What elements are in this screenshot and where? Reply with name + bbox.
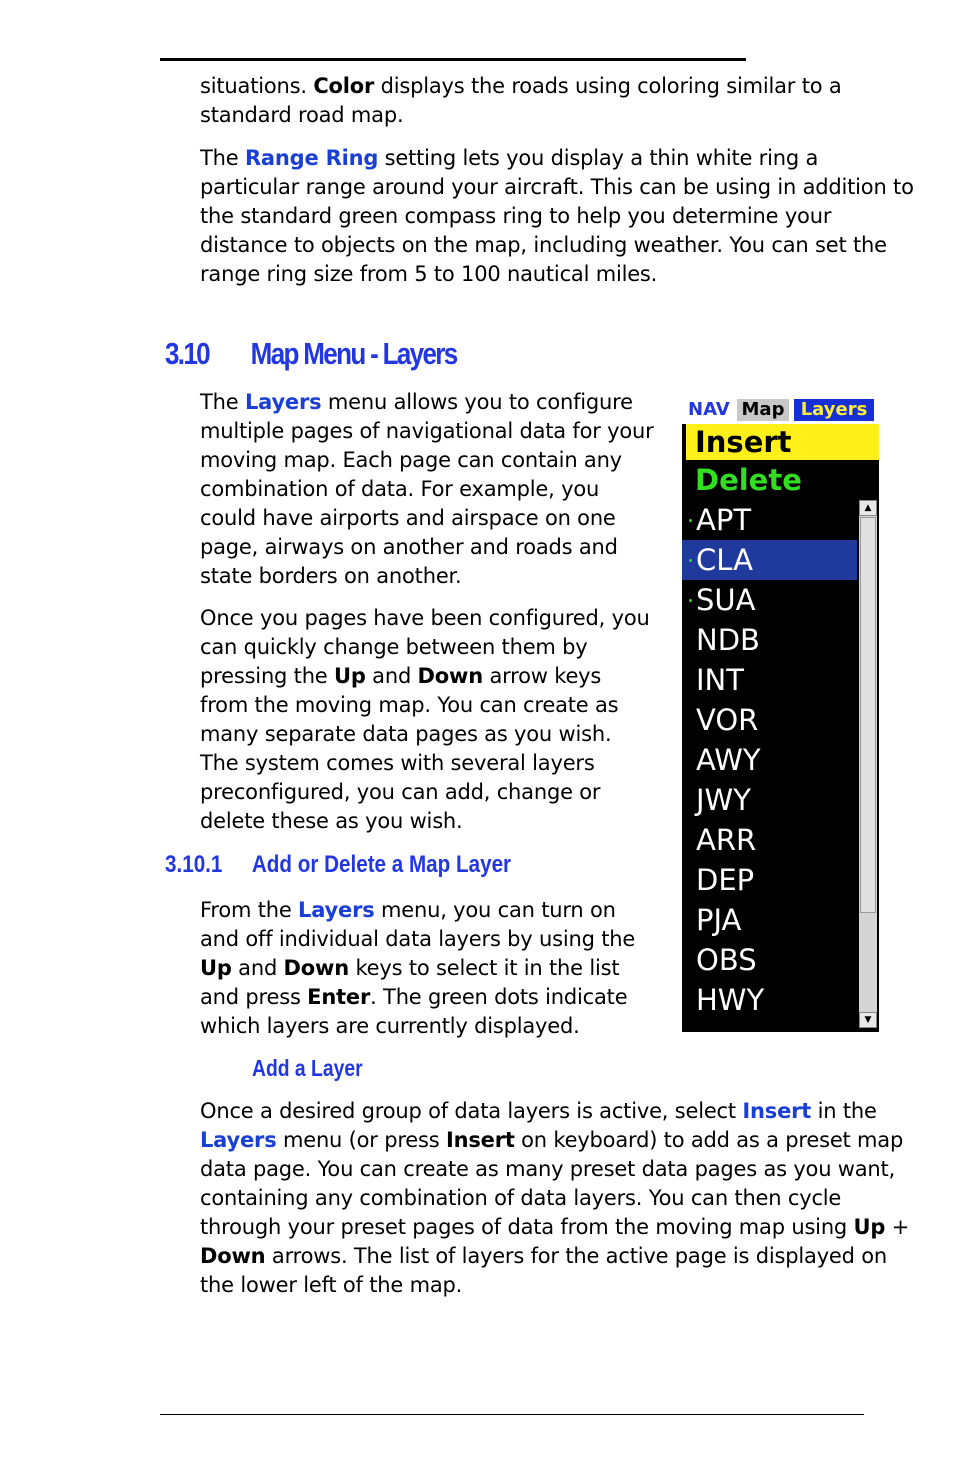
layer-list-scrollbar[interactable] <box>859 500 877 1028</box>
layer-label: HWY <box>696 983 765 1017</box>
term-layers: Layers <box>200 1128 277 1152</box>
tab-layers[interactable]: Layers <box>794 399 874 421</box>
paragraph-road-colors <box>200 72 880 130</box>
layer-item-vor[interactable] <box>682 700 857 740</box>
paragraph-turn-layers <box>200 896 655 1041</box>
layer-label: JWY <box>696 783 751 817</box>
paragraph-layers-intro <box>200 388 655 591</box>
insert-button[interactable]: Insert <box>686 424 879 460</box>
text-run: menu allows you to configure multiple pages of navigational data for your moving map. Each page can contain any combination of data. For example, you could have airports and airspace on one page, airways on another and roads and state borders on another. <box>200 390 654 588</box>
layer-label: VOR <box>696 703 759 737</box>
text-run: Once you pages have been configured, you can quickly change between them by pressing the <box>200 606 650 688</box>
term-range-ring: Range Ring <box>244 146 379 170</box>
layer-item-cla[interactable] <box>682 540 857 580</box>
term-color: Color <box>313 74 375 98</box>
text-run: The <box>200 390 245 414</box>
text-run: menu, you can turn on and off individual data layers by using the <box>200 898 636 951</box>
layer-label: NDB <box>696 623 760 657</box>
layer-item-hwy[interactable] <box>682 980 857 1020</box>
header-rule <box>160 58 746 61</box>
active-dot-icon <box>689 599 692 602</box>
scroll-up-icon[interactable]: ▲ <box>859 500 877 516</box>
layer-label: INT <box>696 663 744 697</box>
term-layers: Layers <box>244 390 322 414</box>
text-run: setting lets you display a thin white ring a particular range around your aircraft. This can be using in addition to the standard green compass ring to help you determine your distance to objects on the map, including weather. You can set the range ring size from 5 to 100 nautical miles. <box>200 146 914 286</box>
subsection-number: 3.10.1 <box>165 851 223 878</box>
text-run: and <box>365 664 418 688</box>
layer-item-awy[interactable] <box>682 740 857 780</box>
layer-item-sua[interactable] <box>682 580 857 620</box>
footer-rule <box>160 1414 864 1415</box>
layer-label: APT <box>696 503 752 537</box>
subsubsection-heading: Add a Layer <box>252 1055 363 1081</box>
text-run: arrows. The list of layers for the active page is displayed on the lower left of the map. <box>200 1244 888 1297</box>
active-dot-icon <box>689 559 692 562</box>
subsection-title: Add or Delete a Map Layer <box>251 851 512 878</box>
paragraph-add-layer <box>200 1097 912 1300</box>
paragraph-range-ring <box>200 144 915 289</box>
scroll-thumb[interactable] <box>860 517 876 913</box>
term-insert: Insert <box>742 1099 812 1123</box>
layer-label: PJA <box>696 903 742 937</box>
text-run: on keyboard) to add as a preset map data page. You can create as many preset data pages as you want, containing any combination of data layers. You can then cycle through your preset pages of data from the moving map using <box>200 1128 904 1239</box>
delete-button[interactable]: Delete <box>695 463 802 497</box>
key-down: Down <box>283 956 349 980</box>
text-run: displays the roads using coloring similar to a standard road map. <box>200 74 842 127</box>
text-run: . The green dots indicate which layers are currently displayed. <box>200 985 628 1038</box>
layer-item-obs[interactable] <box>682 940 857 980</box>
section-title: Map Menu - Layers <box>250 336 457 371</box>
text-run: From the <box>200 898 299 922</box>
text-run: keys to select it in the list and press <box>200 956 620 1009</box>
layer-label: ARR <box>696 823 757 857</box>
layer-item-dep[interactable] <box>682 860 857 900</box>
layer-label: DEP <box>696 863 755 897</box>
text-run: in the <box>811 1099 877 1123</box>
layer-item-pja[interactable] <box>682 900 857 940</box>
text-run: Once a desired group of data layers is active, select <box>200 1099 743 1123</box>
key-up: Up <box>853 1215 886 1239</box>
key-insert: Insert <box>445 1128 515 1152</box>
layer-item-apt[interactable] <box>682 500 857 540</box>
text-run: The <box>200 146 245 170</box>
layer-item-ndb[interactable] <box>682 620 857 660</box>
key-up: Up <box>334 664 366 688</box>
tab-nav[interactable]: NAV <box>688 399 730 420</box>
text-run: situations. <box>200 74 314 98</box>
text-run: arrow keys from the moving map. You can create as many separate data pages as you wish. The system comes with several layers preconfigured, you can add, change or delete these as you wish. <box>200 664 619 833</box>
layers-menu-screenshot <box>682 396 879 1032</box>
menu-tab-bar <box>682 396 879 424</box>
layer-item-int[interactable] <box>682 660 857 700</box>
key-up: Up <box>200 956 232 980</box>
text-run: + <box>885 1215 910 1239</box>
term-layers: Layers <box>298 898 375 922</box>
text-run: menu (or press <box>276 1128 446 1152</box>
subsection-heading <box>165 848 511 882</box>
key-down: Down <box>417 664 483 688</box>
layer-label: AWY <box>696 743 761 777</box>
layer-list <box>682 500 857 1020</box>
text-run: and <box>231 956 284 980</box>
layer-item-arr[interactable] <box>682 820 857 860</box>
active-dot-icon <box>689 519 692 522</box>
layer-label: OBS <box>696 943 757 977</box>
paragraph-pages-configured <box>200 604 650 836</box>
section-number: 3.10 <box>165 336 209 371</box>
key-enter: Enter <box>307 985 371 1009</box>
tab-map[interactable]: Map <box>737 399 789 421</box>
layer-item-jwy[interactable] <box>682 780 857 820</box>
scroll-down-icon[interactable]: ▼ <box>859 1012 877 1028</box>
layer-label: CLA <box>696 543 753 577</box>
section-heading <box>165 332 457 376</box>
layer-label: SUA <box>696 583 756 617</box>
key-down: Down <box>200 1244 266 1268</box>
